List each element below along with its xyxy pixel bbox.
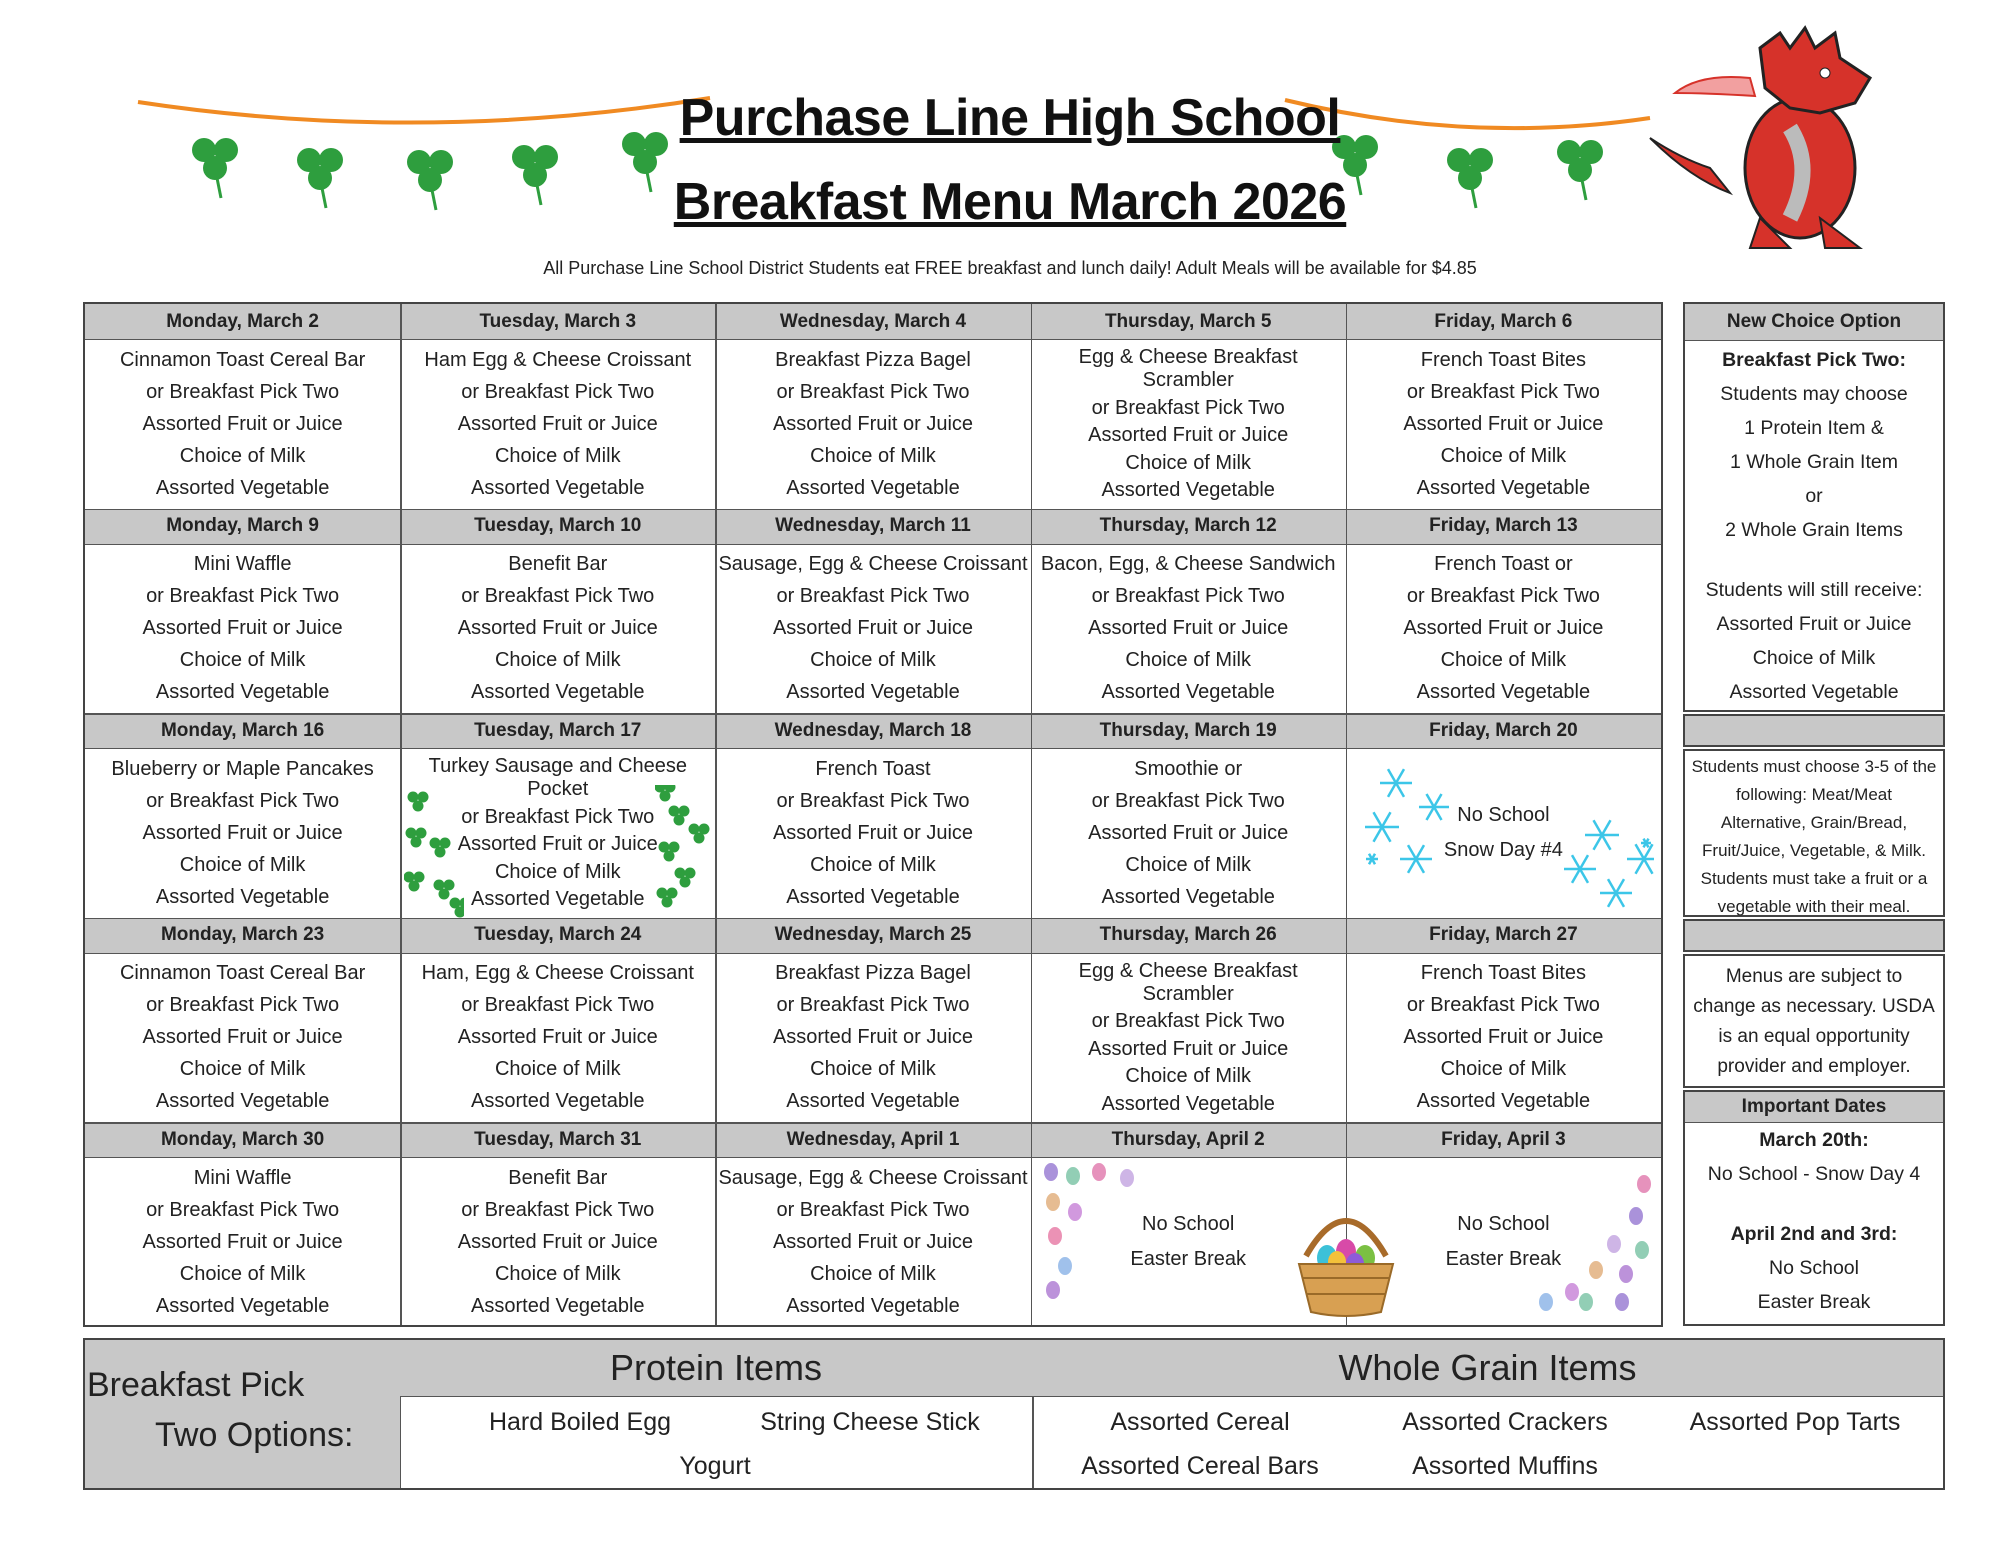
menu-line: Assorted Vegetable [1416, 1090, 1591, 1113]
menu-line: Assorted Vegetable [471, 1090, 645, 1113]
day-heading: Tuesday, March 10 [400, 509, 715, 545]
sidebar-line: Alternative, Grain/Bread, [1720, 813, 1908, 832]
day-heading: Wednesday, March 11 [715, 509, 1030, 545]
menu-line: Choice of Milk [494, 649, 621, 672]
important-dates-heading: Important Dates [1685, 1092, 1943, 1123]
snowflake-icon [1354, 763, 1654, 913]
day-menu [715, 749, 1030, 918]
sidebar-line: March 20th: [1759, 1129, 1869, 1151]
menu-line: Assorted Fruit or Juice [457, 412, 658, 435]
easter-basket-icon [1291, 1196, 1401, 1322]
menu-line: Choice of Milk [494, 1262, 621, 1285]
menu-line: Egg & Cheese Breakfast Scrambler [1078, 346, 1298, 392]
sidebar-line: Menus are subject to [1725, 966, 1903, 987]
menu-line: Blueberry or Maple Pancakes [111, 757, 374, 780]
menu-line: Cinnamon Toast Cereal Bar [119, 962, 366, 985]
day-heading: Thursday, March 5 [1031, 304, 1346, 340]
sidebar-line: vegetable with their meal. [1717, 897, 1911, 916]
day-menu [85, 340, 400, 509]
menu-line: Assorted Fruit or Juice [1403, 412, 1604, 435]
menu-line: Assorted Fruit or Juice [457, 833, 658, 856]
menu-line: or Breakfast Pick Two [146, 789, 340, 812]
shamrock-icon [407, 150, 453, 210]
sidebar-line: 2 Whole Grain Items [1725, 519, 1903, 541]
requirements-box [1683, 749, 1945, 917]
day-heading: Monday, March 23 [85, 918, 400, 954]
menu-line: Assorted Fruit or Juice [1088, 617, 1289, 640]
day-heading: Thursday, March 26 [1031, 918, 1346, 954]
menu-line: No School [1457, 1213, 1550, 1236]
menu-line: Assorted Vegetable [471, 1294, 645, 1317]
protein-heading: Protein Items [400, 1340, 1033, 1397]
menu-line: Assorted Vegetable [155, 1090, 330, 1113]
menu-line: French Toast [815, 757, 931, 780]
menu-line: Ham, Egg & Cheese Croissant [421, 962, 694, 985]
menu-line: Choice of Milk [179, 1058, 306, 1081]
sidebar-line [1685, 1191, 1943, 1217]
menu-line: Choice of Milk [810, 853, 936, 876]
menu-line: Choice of Milk [1125, 853, 1251, 876]
menu-line: French Toast or [1434, 553, 1573, 576]
day-heading: Friday, March 6 [1346, 304, 1661, 340]
menu-line: Egg & Cheese Breakfast Scrambler [1078, 959, 1298, 1005]
day-menu [1031, 954, 1346, 1123]
menu-line: Choice of Milk [494, 860, 621, 883]
day-heading: Monday, March 30 [85, 1122, 400, 1158]
menu-line: Assorted Fruit or Juice [772, 617, 974, 640]
menu-line: Assorted Fruit or Juice [772, 821, 974, 844]
menu-line: Assorted Vegetable [786, 681, 960, 704]
day-menu [715, 340, 1030, 509]
menu-line: Assorted Fruit or Juice [1088, 424, 1289, 447]
menu-line: Choice of Milk [1440, 649, 1567, 672]
menu-line: or Breakfast Pick Two [1091, 789, 1285, 812]
day-menu [85, 749, 400, 918]
menu-line: or Breakfast Pick Two [1091, 396, 1285, 419]
free-meals-notice: All Purchase Line School District Students eat FREE breakfast and lunch daily! Adult Meals will be available for $4.85 [543, 258, 1477, 278]
menu-line: Assorted Fruit or Juice [142, 1026, 343, 1049]
sidebar-line: Assorted Vegetable [1729, 681, 1899, 703]
menu-line: Choice of Milk [1440, 444, 1567, 467]
menu-line: or Breakfast Pick Two [1406, 585, 1600, 608]
sidebar-spacer [1683, 919, 1945, 952]
day-menu [1031, 749, 1346, 918]
day-heading: Tuesday, March 24 [400, 918, 715, 954]
menu-calendar-grid [83, 302, 1663, 1327]
menu-line: Sausage, Egg & Cheese Croissant [718, 1166, 1028, 1189]
menu-line: Benefit Bar [508, 1166, 608, 1189]
shamrock-decoration-icon [655, 785, 713, 915]
dragon-mascot-icon [1640, 18, 1910, 258]
pick-two-label [85, 1340, 401, 1488]
day-heading: Thursday, March 12 [1031, 509, 1346, 545]
protein-item: Hard Boiled Egg [488, 1408, 672, 1436]
sidebar-line: No School - Snow Day 4 [1707, 1163, 1921, 1185]
sidebar-line: Fruit/Juice, Vegetable, & Milk. [1702, 841, 1926, 860]
day-menu [85, 954, 400, 1123]
menu-line: Assorted Fruit or Juice [142, 617, 343, 640]
menu-line: Assorted Vegetable [786, 1294, 960, 1317]
grain-item: Assorted Muffins [1412, 1452, 1598, 1480]
menu-line: or Breakfast Pick Two [461, 585, 655, 608]
day-menu [715, 1158, 1030, 1327]
day-menu [400, 954, 715, 1123]
menu-line: Breakfast Pizza Bagel [775, 348, 971, 371]
menu-line: Assorted Vegetable [786, 476, 960, 499]
menu-line: Assorted Fruit or Juice [1088, 821, 1289, 844]
menu-line: Assorted Vegetable [1101, 1092, 1275, 1115]
shamrock-icon [192, 138, 238, 198]
menu-line: or Breakfast Pick Two [461, 994, 655, 1017]
sidebar-line: 1 Protein Item & [1744, 417, 1884, 439]
day-menu [400, 1158, 715, 1327]
shamrock-icon [1557, 140, 1603, 200]
sidebar-line: change as necessary. USDA [1693, 996, 1935, 1017]
day-heading: Friday, April 3 [1346, 1122, 1661, 1158]
menu-line: Assorted Vegetable [155, 476, 330, 499]
sidebar-line: Students will still receive: [1705, 579, 1923, 601]
menu-line: Choice of Milk [810, 1262, 936, 1285]
menu-line: Assorted Vegetable [155, 885, 330, 908]
menu-line: Assorted Vegetable [155, 1294, 330, 1317]
menu-line: Assorted Vegetable [155, 681, 330, 704]
menu-line: Choice of Milk [1125, 1065, 1251, 1088]
day-heading: Monday, March 9 [85, 509, 400, 545]
menu-line: Assorted Fruit or Juice [1088, 1037, 1289, 1060]
sidebar-line: April 2nd and 3rd: [1730, 1223, 1898, 1245]
protein-item: Yogurt [679, 1452, 751, 1480]
day-menu [715, 954, 1030, 1123]
menu-line: or Breakfast Pick Two [1091, 1010, 1285, 1033]
menu-line: Cinnamon Toast Cereal Bar [119, 348, 366, 371]
menu-line: Turkey Sausage and Cheese Pocket [428, 755, 687, 801]
menu-line: Choice of Milk [1125, 451, 1251, 474]
day-menu [1031, 340, 1346, 509]
menu-line: or Breakfast Pick Two [461, 1198, 655, 1221]
day-heading: Friday, March 13 [1346, 509, 1661, 545]
menu-line: Assorted Fruit or Juice [142, 821, 343, 844]
day-heading: Wednesday, April 1 [715, 1122, 1030, 1158]
menu-line: Assorted Fruit or Juice [142, 412, 343, 435]
menu-line: Ham Egg & Cheese Croissant [424, 348, 692, 371]
sidebar-line [1685, 547, 1943, 573]
sidebar-line: Students may choose [1720, 383, 1908, 405]
day-menu [1346, 545, 1661, 714]
disclaimer-box [1683, 954, 1945, 1088]
menu-line: or Breakfast Pick Two [1406, 380, 1600, 403]
menu-line: Choice of Milk [1440, 1058, 1567, 1081]
menu-line: Choice of Milk [179, 649, 306, 672]
menu-line: Easter Break [1130, 1248, 1246, 1271]
menu-line: or Breakfast Pick Two [776, 994, 970, 1017]
menu-line: or Breakfast Pick Two [776, 789, 970, 812]
menu-line: Assorted Vegetable [1101, 885, 1275, 908]
day-heading: Friday, March 20 [1346, 713, 1661, 749]
sidebar-line: following: Meat/Meat [1736, 785, 1892, 804]
menu-line: or Breakfast Pick Two [461, 380, 655, 403]
menu-line: or Breakfast Pick Two [776, 1198, 970, 1221]
menu-line: Assorted Fruit or Juice [772, 412, 974, 435]
day-heading: Wednesday, March 18 [715, 713, 1030, 749]
pick-two-options [83, 1338, 1945, 1490]
menu-line: or Breakfast Pick Two [146, 994, 340, 1017]
menu-line: Assorted Vegetable [471, 476, 645, 499]
menu-line: Assorted Vegetable [1416, 681, 1591, 704]
day-heading: Friday, March 27 [1346, 918, 1661, 954]
menu-line: Assorted Fruit or Juice [457, 1230, 658, 1253]
menu-line: or Breakfast Pick Two [146, 1198, 340, 1221]
menu-line: Assorted Vegetable [471, 681, 645, 704]
new-choice-box [1683, 302, 1945, 712]
school-title: Purchase Line High School [679, 89, 1341, 147]
grain-item: Assorted Crackers [1402, 1408, 1608, 1436]
sidebar-line: Easter Break [1757, 1291, 1871, 1313]
sidebar-line: 1 Whole Grain Item [1730, 451, 1898, 473]
menu-line: Mini Waffle [193, 553, 292, 576]
grain-heading: Whole Grain Items [1032, 1340, 1943, 1397]
day-menu [85, 545, 400, 714]
day-heading: Tuesday, March 3 [400, 304, 715, 340]
grain-item: Assorted Cereal [1110, 1408, 1290, 1436]
grain-item: Assorted Cereal Bars [1081, 1452, 1319, 1480]
day-menu [1031, 545, 1346, 714]
menu-line: Assorted Vegetable [1101, 479, 1275, 502]
menu-line: Benefit Bar [508, 553, 608, 576]
menu-line: No School [1457, 804, 1550, 827]
menu-line: Choice of Milk [494, 444, 621, 467]
menu-line: Choice of Milk [494, 1058, 621, 1081]
shamrock-decoration-icon [404, 789, 464, 919]
day-heading: Monday, March 16 [85, 713, 400, 749]
important-dates-box [1683, 1090, 1945, 1326]
menu-line: Mini Waffle [193, 1166, 292, 1189]
menu-line: Assorted Fruit or Juice [457, 1026, 658, 1049]
menu-line: Easter Break [1445, 1248, 1562, 1271]
day-menu [85, 1158, 400, 1327]
menu-line: Choice of Milk [179, 444, 306, 467]
menu-line: Breakfast Pizza Bagel [775, 962, 971, 985]
sidebar-line: Breakfast Pick Two: [1722, 349, 1906, 371]
menu-line: Assorted Vegetable [471, 888, 645, 911]
day-menu [715, 545, 1030, 714]
shamrock-icon [512, 145, 558, 205]
menu-line: Choice of Milk [179, 853, 306, 876]
day-heading: Monday, March 2 [85, 304, 400, 340]
sidebar-line: provider and employer. [1717, 1056, 1911, 1077]
menu-line: or Breakfast Pick Two [146, 585, 340, 608]
day-menu [1346, 340, 1661, 509]
menu-line: or Breakfast Pick Two [1406, 994, 1600, 1017]
sidebar-line: or [1805, 485, 1823, 507]
menu-line: Assorted Vegetable [786, 885, 960, 908]
menu-line: Assorted Vegetable [1101, 681, 1275, 704]
menu-line: Choice of Milk [179, 1262, 306, 1285]
menu-line: Snow Day #4 [1443, 839, 1563, 862]
protein-item: String Cheese Stick [760, 1408, 980, 1436]
menu-line: Sausage, Egg & Cheese Croissant [718, 553, 1028, 576]
day-heading: Tuesday, March 31 [400, 1122, 715, 1158]
menu-title: Breakfast Menu March 2026 [673, 173, 1347, 231]
sidebar-line: Choice of Milk [1752, 647, 1876, 669]
menu-line: No School [1142, 1213, 1235, 1236]
easter-eggs-icon [1041, 1162, 1161, 1302]
menu-line: Choice of Milk [810, 649, 936, 672]
menu-line: Choice of Milk [1125, 649, 1251, 672]
menu-line: or Breakfast Pick Two [776, 585, 970, 608]
menu-line: Bacon, Egg, & Cheese Sandwich [1040, 553, 1336, 576]
day-heading: Wednesday, March 4 [715, 304, 1030, 340]
sidebar-line: Assorted Fruit or Juice [1716, 613, 1912, 635]
menu-line: Choice of Milk [810, 1058, 936, 1081]
menu-line: or Breakfast Pick Two [146, 380, 340, 403]
menu-line: Assorted Fruit or Juice [772, 1026, 974, 1049]
menu-line: Assorted Vegetable [1416, 476, 1591, 499]
day-heading: Wednesday, March 25 [715, 918, 1030, 954]
menu-line: Choice of Milk [810, 444, 936, 467]
menu-line: French Toast Bites [1420, 348, 1587, 371]
sidebar-line: Students must take a fruit or a [1700, 869, 1928, 888]
menu-line: or Breakfast Pick Two [461, 805, 655, 828]
sidebar-line: is an equal opportunity [1718, 1026, 1910, 1047]
pick-two-label-line1: Breakfast Pick [87, 1366, 305, 1404]
day-heading: Tuesday, March 17 [400, 713, 715, 749]
easter-eggs-icon [1526, 1174, 1656, 1324]
day-menu [400, 545, 715, 714]
menu-line: Smoothie or [1134, 757, 1243, 780]
new-choice-heading: New Choice Option [1685, 304, 1943, 341]
menu-line: or Breakfast Pick Two [776, 380, 970, 403]
day-menu [400, 340, 715, 509]
menu-line: Assorted Vegetable [786, 1090, 960, 1113]
menu-line: Assorted Fruit or Juice [772, 1230, 974, 1253]
menu-line: Assorted Fruit or Juice [457, 617, 658, 640]
menu-line: Assorted Fruit or Juice [142, 1230, 343, 1253]
day-heading: Thursday, April 2 [1031, 1122, 1346, 1158]
menu-line: Assorted Fruit or Juice [1403, 617, 1604, 640]
sidebar-line: No School [1769, 1257, 1859, 1279]
sidebar-spacer [1683, 714, 1945, 747]
day-heading: Thursday, March 19 [1031, 713, 1346, 749]
menu-line: French Toast Bites [1420, 962, 1587, 985]
pick-two-label-line2: Two Options: [155, 1416, 354, 1454]
day-menu [1346, 954, 1661, 1123]
menu-line: Assorted Fruit or Juice [1403, 1026, 1604, 1049]
grain-item: Assorted Pop Tarts [1689, 1408, 1901, 1436]
menu-line: or Breakfast Pick Two [1091, 585, 1285, 608]
sidebar-line: Students must choose 3-5 of the [1691, 757, 1937, 776]
shamrock-icon [297, 148, 343, 208]
